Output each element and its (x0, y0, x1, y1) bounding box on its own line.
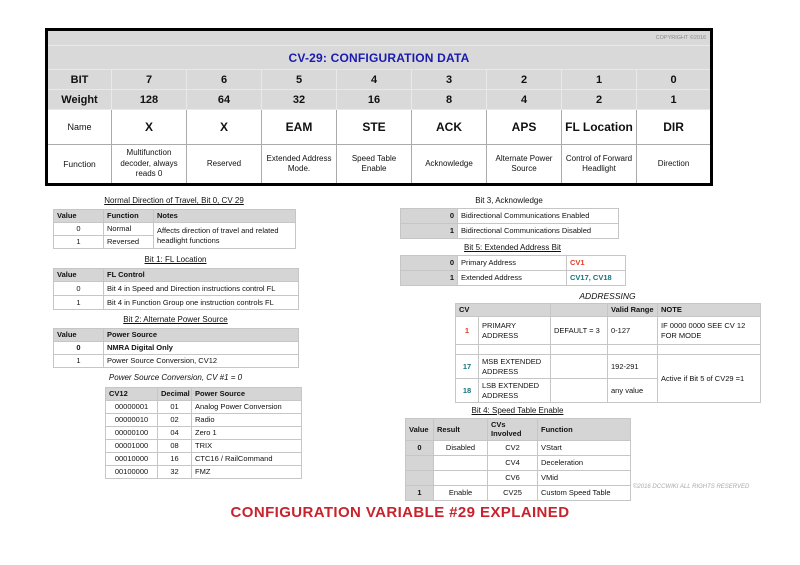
table-row (106, 427, 302, 440)
name-row-label: Name (47, 110, 112, 145)
empty-cell (551, 345, 608, 355)
cv12-cell: 00010000 (106, 453, 158, 466)
bit1-section-title: Bit 1: FL Location (144, 255, 207, 264)
bit-cell: 7 (112, 70, 187, 90)
result-cell (434, 455, 488, 470)
cv12-cell: 00001000 (106, 440, 158, 453)
bit5-section-title: Bit 5: Extended Address Bit (464, 243, 561, 252)
page-title: CONFIGURATION VARIABLE #29 EXPLAINED (230, 504, 570, 521)
acknowledge-cell: Bidirectional Communications Disabled (458, 224, 619, 239)
decimal-cell: 04 (158, 427, 192, 440)
table-header-row (54, 269, 299, 282)
address-type-cell: Primary Address (458, 256, 567, 271)
table-row (106, 466, 302, 479)
function-cell: Reversed (104, 236, 154, 249)
value-cell: 0 (54, 342, 104, 355)
result-cell: Disabled (434, 440, 488, 455)
column-header: Value (54, 329, 104, 342)
value-cell: 1 (54, 296, 104, 310)
addressing-table (455, 303, 761, 403)
valid-range-cell: 192-291 (608, 355, 658, 379)
function-cell: Control of Forward Headlight (562, 145, 637, 185)
power-source-cell: Analog Power Conversion (192, 401, 302, 414)
empty-cell (456, 345, 479, 355)
bit2-section-title: Bit 2: Alternate Power Source (123, 315, 228, 324)
name-cell: DIR (637, 110, 712, 145)
name-cell: X (187, 110, 262, 145)
cv-ref-cell: CV17, CV18 (567, 271, 626, 286)
value-cell: 1 (54, 236, 104, 249)
cv-number-cell: 17 (456, 355, 479, 379)
table-row (406, 485, 631, 500)
table-row (54, 355, 299, 368)
name-cell: STE (337, 110, 412, 145)
column-header: Value (406, 419, 434, 441)
table-row (401, 209, 619, 224)
function-cell: Reserved (187, 145, 262, 185)
column-header: Notes (154, 210, 296, 223)
bit0-section-title: Normal Direction of Travel, Bit 0, CV 29 (104, 196, 244, 205)
weight-cell: 2 (562, 90, 637, 110)
weight-cell: 16 (337, 90, 412, 110)
function-cell: VStart (538, 440, 631, 455)
address-name-cell: PRIMARY ADDRESS (479, 317, 551, 345)
column-header: Result (434, 419, 488, 441)
function-cell: Custom Speed Table (538, 485, 631, 500)
address-type-cell: Extended Address (458, 271, 567, 286)
cv-ref-cell: CV1 (567, 256, 626, 271)
bit0-table (53, 209, 296, 249)
table-row (401, 256, 626, 271)
default-cell: DEFAULT = 3 (551, 317, 608, 345)
column-header: CV (456, 304, 551, 317)
function-row (47, 145, 712, 185)
bit3-section-title: Bit 3, Acknowledge (475, 196, 543, 205)
column-header: Valid Range (608, 304, 658, 317)
result-cell: Enable (434, 485, 488, 500)
table-header-row (54, 210, 296, 223)
bit5-table (400, 255, 626, 286)
table-row (401, 271, 626, 286)
valid-range-cell: any value (608, 379, 658, 403)
fl-control-cell: Bit 4 in Speed and Direction instructions control FL (104, 282, 299, 296)
bit-cell: 0 (637, 70, 712, 90)
table-header-row (456, 304, 761, 317)
bit4-table (405, 418, 631, 501)
function-cell: Speed Table Enable (337, 145, 412, 185)
column-header: Power Source (192, 388, 302, 401)
table-header-row (106, 388, 302, 401)
power-conversion-section-title: Power Source Conversion, CV #1 = 0 (108, 373, 243, 382)
bit4-section-title: Bit 4: Speed Table Enable (471, 406, 564, 415)
weight-row-label: Weight (47, 90, 112, 110)
power-source-cell: Zero 1 (192, 427, 302, 440)
table-row (106, 440, 302, 453)
bit-cell: 4 (337, 70, 412, 90)
table-header-row (54, 329, 299, 342)
cv-number-cell: 1 (456, 317, 479, 345)
address-name-cell: MSB EXTENDED ADDRESS (479, 355, 551, 379)
weight-cell: 8 (412, 90, 487, 110)
power-source-cell: CTC16 / RailCommand (192, 453, 302, 466)
column-header: NOTE (658, 304, 761, 317)
weight-cell: 4 (487, 90, 562, 110)
table-row (406, 440, 631, 455)
column-header-empty (551, 304, 608, 317)
column-header: CV12 (106, 388, 158, 401)
note-cell: IF 0000 0000 SEE CV 12 FOR MODE (658, 317, 761, 345)
power-source-cell: FMZ (192, 466, 302, 479)
acknowledge-cell: Bidirectional Communications Enabled (458, 209, 619, 224)
cv-involved-cell: CV25 (488, 485, 538, 500)
cv12-cell: 00000001 (106, 401, 158, 414)
name-cell: X (112, 110, 187, 145)
empty-cell (608, 345, 658, 355)
value-cell: 0 (406, 440, 434, 455)
value-cell: 1 (54, 355, 104, 368)
bit3-table (400, 208, 619, 239)
function-cell: Direction (637, 145, 712, 185)
power-conversion-table (105, 387, 302, 479)
table-row (106, 401, 302, 414)
table-row (47, 30, 712, 46)
power-source-cell: NMRA Digital Only (104, 342, 299, 355)
decimal-cell: 01 (158, 401, 192, 414)
name-cell: FL Location (562, 110, 637, 145)
table-row (401, 224, 619, 239)
bit-cell: 3 (412, 70, 487, 90)
fl-control-cell: Bit 4 in Function Group one instruction controls FL (104, 296, 299, 310)
default-cell (551, 379, 608, 403)
value-cell: 0 (401, 209, 458, 224)
function-cell: Multifunction decoder, always reads 0 (112, 145, 187, 185)
table-row (106, 453, 302, 466)
column-header: Function (538, 419, 631, 441)
valid-range-cell: 0-127 (608, 317, 658, 345)
table-row (106, 414, 302, 427)
value-cell: 0 (401, 256, 458, 271)
decimal-cell: 16 (158, 453, 192, 466)
bit-row (47, 70, 712, 90)
function-row-label: Function (47, 145, 112, 185)
name-cell: ACK (412, 110, 487, 145)
value-cell (406, 455, 434, 470)
cv12-cell: 00100000 (106, 466, 158, 479)
bit1-table (53, 268, 299, 310)
column-header: Value (54, 210, 104, 223)
weight-cell: 1 (637, 90, 712, 110)
address-name-cell: LSB EXTENDED ADDRESS (479, 379, 551, 403)
decimal-cell: 08 (158, 440, 192, 453)
column-header: Function (104, 210, 154, 223)
cv-involved-cell: CV4 (488, 455, 538, 470)
power-source-cell: TRIX (192, 440, 302, 453)
table-row (406, 455, 631, 470)
bit-cell: 1 (562, 70, 637, 90)
copyright-top-note: COPYRIGHT ©2016 (47, 30, 712, 46)
empty-cell (479, 345, 551, 355)
result-cell (434, 470, 488, 485)
value-cell: 0 (54, 282, 104, 296)
weight-cell: 32 (262, 90, 337, 110)
weight-cell: 128 (112, 90, 187, 110)
table-header-row (406, 419, 631, 441)
copyright-bottom-note: ©2016 DCCWIKI ALL RIGHTS RESERVED (633, 484, 750, 490)
cv29-main-table (45, 28, 713, 186)
default-cell (551, 355, 608, 379)
notes-cell: Affects direction of travel and related headlight functions (154, 223, 296, 249)
name-cell: APS (487, 110, 562, 145)
name-row (47, 110, 712, 145)
table-row (456, 317, 761, 345)
column-header: FL Control (104, 269, 299, 282)
cv-involved-cell: CV2 (488, 440, 538, 455)
cv-number-cell: 18 (456, 379, 479, 403)
value-cell: 1 (406, 485, 434, 500)
cv12-cell: 00000010 (106, 414, 158, 427)
column-header: Power Source (104, 329, 299, 342)
empty-cell (658, 345, 761, 355)
value-cell: 0 (54, 223, 104, 236)
decimal-cell: 32 (158, 466, 192, 479)
function-cell: Extended Address Mode. (262, 145, 337, 185)
cv-involved-cell: CV6 (488, 470, 538, 485)
value-cell: 1 (401, 271, 458, 286)
bit-cell: 6 (187, 70, 262, 90)
bit-cell: 2 (487, 70, 562, 90)
function-cell: Acknowledge (412, 145, 487, 185)
decimal-cell: 02 (158, 414, 192, 427)
power-source-cell: Power Source Conversion, CV12 (104, 355, 299, 368)
table-row (54, 282, 299, 296)
value-cell (406, 470, 434, 485)
cv12-cell: 00000100 (106, 427, 158, 440)
table-row (456, 355, 761, 379)
table-row (406, 470, 631, 485)
column-header: CVs Involved (488, 419, 538, 441)
note-cell: Active if Bit 5 of CV29 =1 (658, 355, 761, 403)
column-header: Value (54, 269, 104, 282)
weight-row (47, 90, 712, 110)
bit-row-label: BIT (47, 70, 112, 90)
function-cell: Normal (104, 223, 154, 236)
addressing-section-title: ADDRESSING (579, 291, 636, 301)
weight-cell: 64 (187, 90, 262, 110)
bit-cell: 5 (262, 70, 337, 90)
name-cell: EAM (262, 110, 337, 145)
cv29-title: CV-29: CONFIGURATION DATA (47, 46, 712, 70)
column-header: Decimal (158, 388, 192, 401)
table-row (54, 342, 299, 355)
table-row (54, 223, 296, 236)
power-source-cell: Radio (192, 414, 302, 427)
table-row (54, 296, 299, 310)
bit2-table (53, 328, 299, 368)
value-cell: 1 (401, 224, 458, 239)
table-row (47, 46, 712, 70)
function-cell: Alternate Power Source (487, 145, 562, 185)
function-cell: VMid (538, 470, 631, 485)
function-cell: Deceleration (538, 455, 631, 470)
spacer-row (456, 345, 761, 355)
